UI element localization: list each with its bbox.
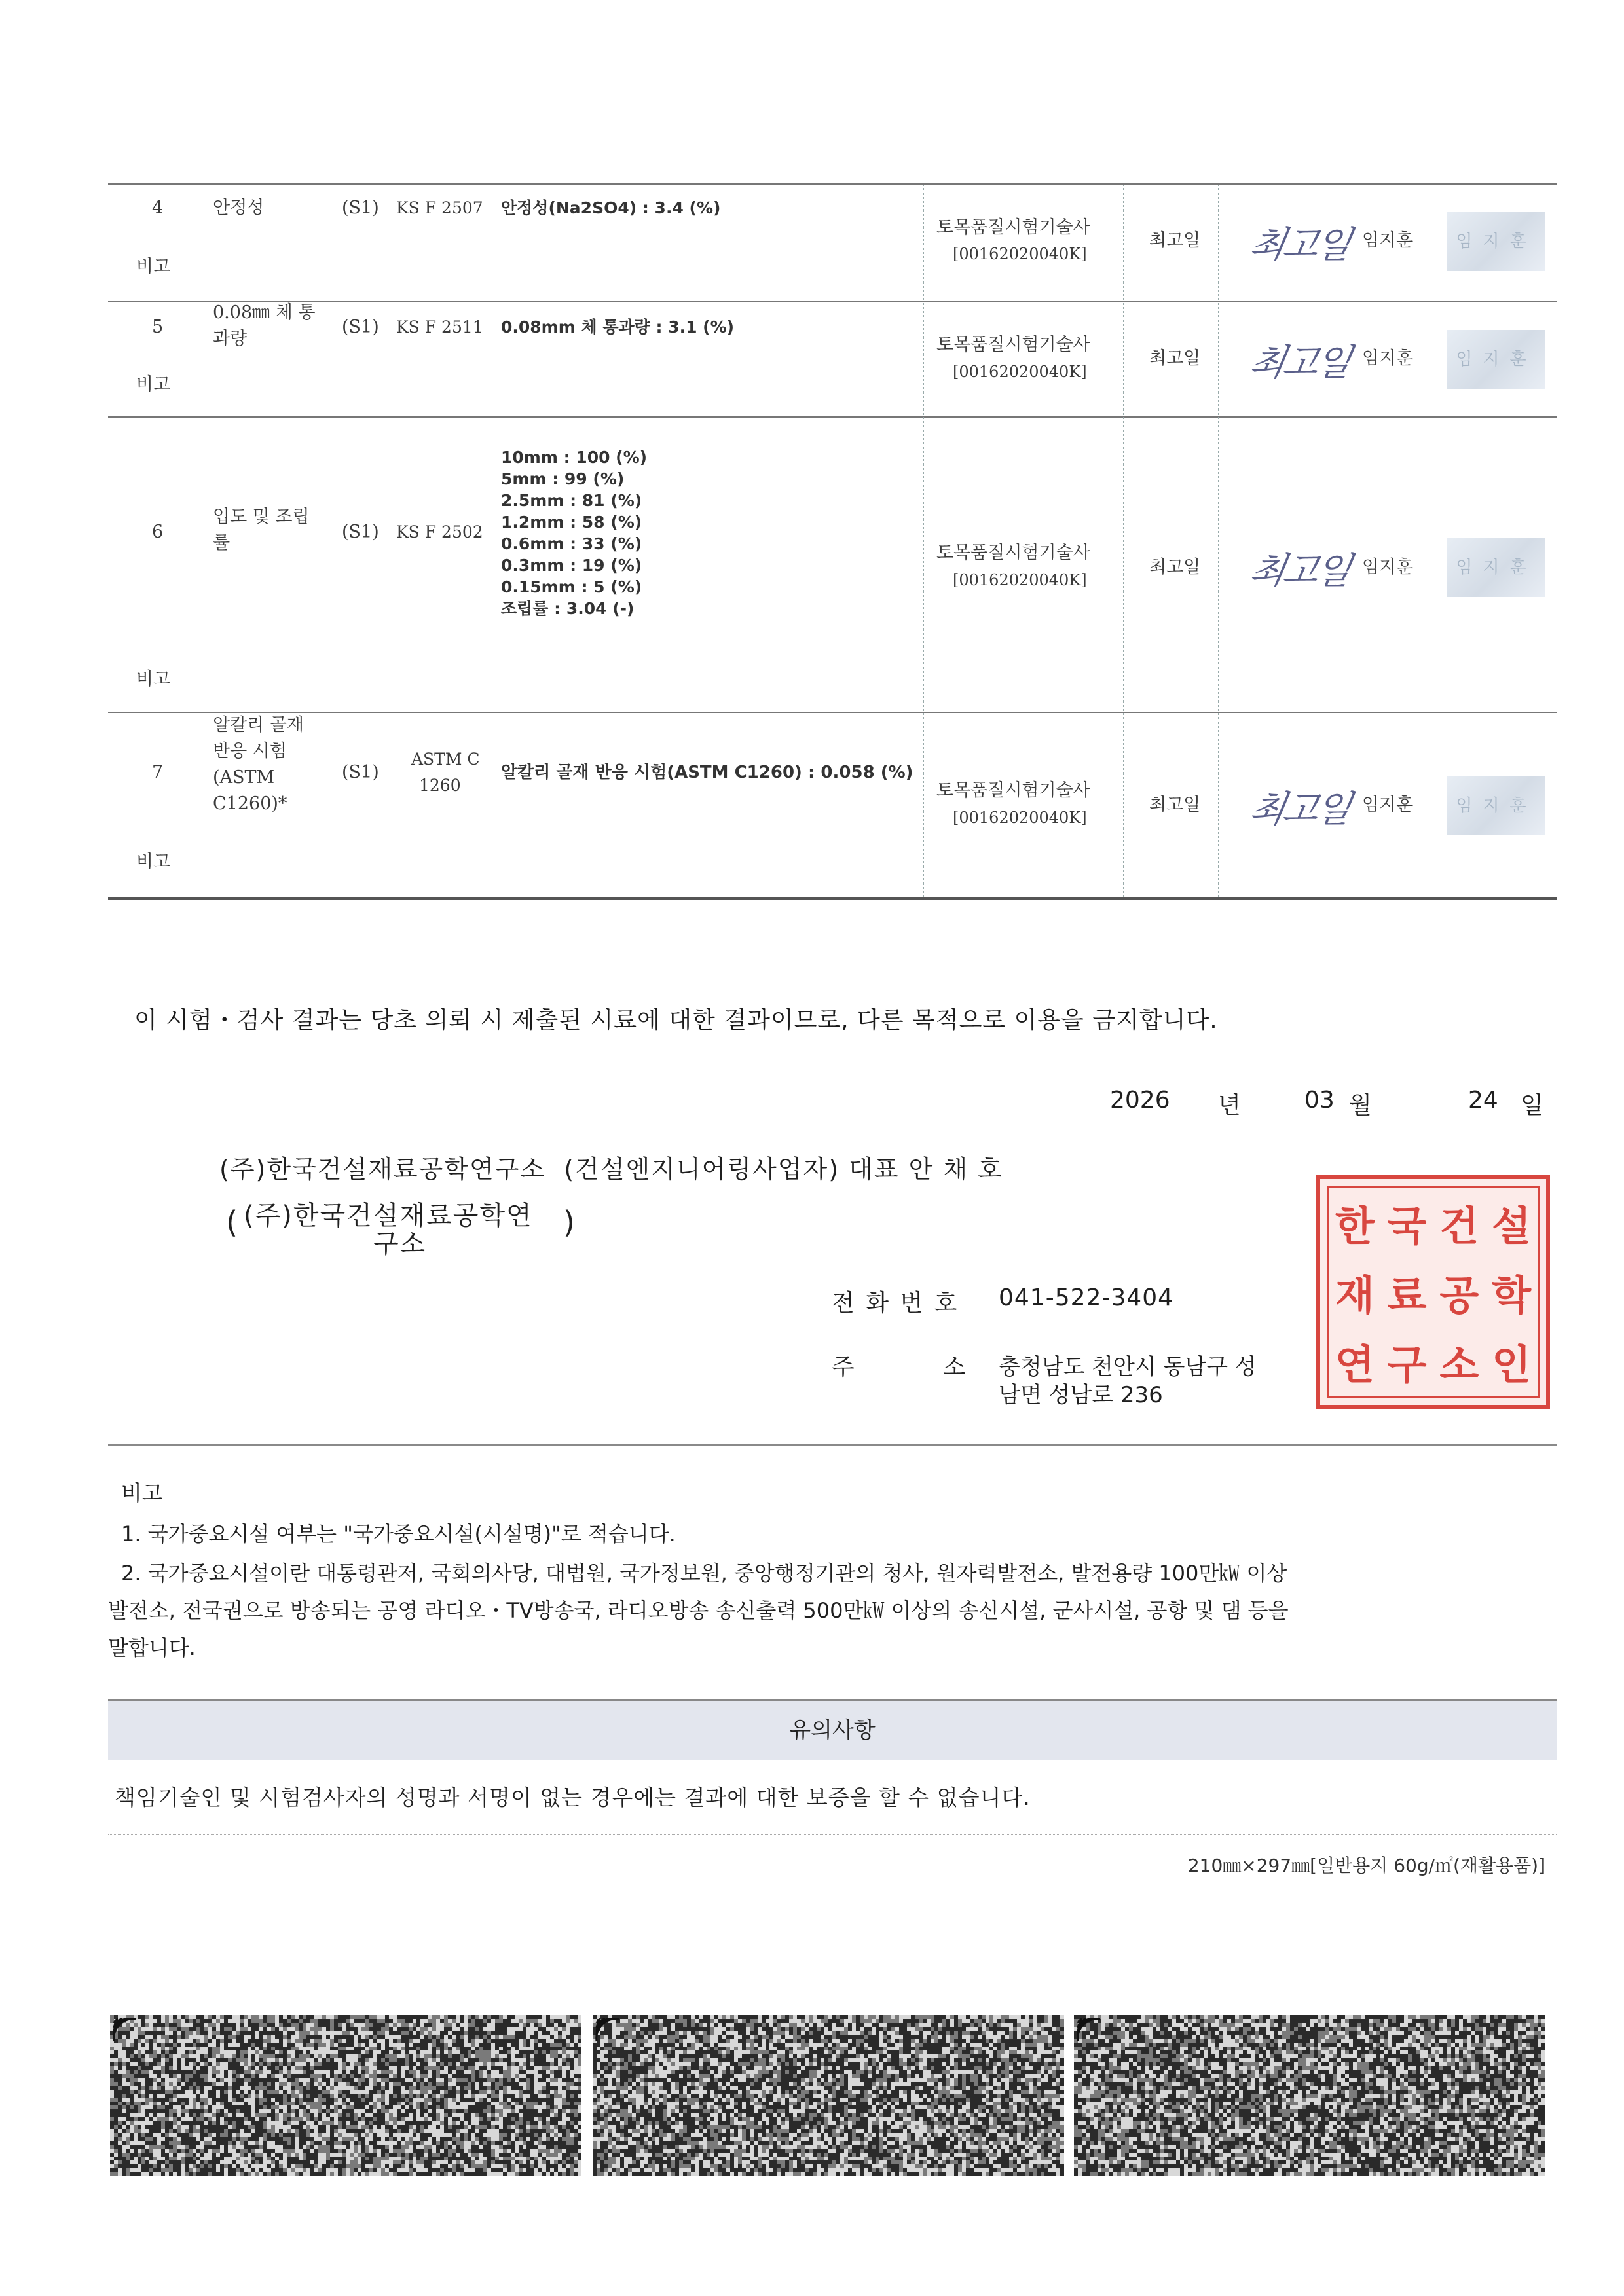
test-code: (S1) <box>342 198 379 218</box>
seal-glyph: 국 <box>1387 1201 1427 1250</box>
test-item: 안정성 <box>213 198 265 218</box>
tester-name: 임지훈 <box>1362 230 1414 251</box>
test-result: 5mm : 99 (%) <box>501 469 625 488</box>
responsible-engineer-signature: 최고일 <box>1246 342 1353 384</box>
test-result: 0.3mm : 19 (%) <box>501 556 642 575</box>
date-year: 2026 <box>1110 1087 1170 1114</box>
date-year-unit: 년 <box>1218 1092 1241 1119</box>
row-divider <box>108 301 1557 302</box>
seal-glyph: 재 <box>1335 1271 1375 1319</box>
row-number: 4 <box>152 198 164 218</box>
test-code: (S1) <box>342 762 379 782</box>
test-result: 0.08mm 체 통과량 : 3.1 (%) <box>501 318 735 337</box>
remark-label: 비고 <box>136 669 171 689</box>
qualification: 토목품질시험기술사 <box>936 780 1090 801</box>
responsible-engineer-signature: 최고일 <box>1246 550 1353 592</box>
test-result: 0.15mm : 5 (%) <box>501 577 642 596</box>
remarks-item-2: 2. 국가중요시설이란 대통령관저, 국회의사당, 대법원, 국가정보원, 중앙행정기관의 청사, 원자력발전소, 발전용량 100만㎾ 이상 <box>121 1561 1287 1586</box>
seal-glyph: 학 <box>1492 1271 1532 1319</box>
address-line-2: 남면 성남로 236 <box>999 1382 1163 1408</box>
address-line-1: 충청남도 천안시 동남구 성 <box>999 1354 1257 1380</box>
test-result: 조립률 : 3.04 (-) <box>501 599 635 618</box>
issuer-company-name-cont: 구소 <box>373 1229 427 1259</box>
issuer-paren-close: ) <box>563 1205 575 1240</box>
qualification: 토목품질시험기술사 <box>936 217 1090 238</box>
test-code: (S1) <box>342 317 379 337</box>
tester-signature: 임지훈 <box>1447 776 1545 835</box>
responsible-engineer-signature: 최고일 <box>1246 788 1353 831</box>
test-item: (ASTM <box>213 767 275 788</box>
row-divider <box>108 712 1557 713</box>
qualification-number: [00162020040K] <box>953 363 1087 381</box>
remark-label: 비고 <box>136 257 171 277</box>
address-label-b: 소 <box>943 1354 966 1381</box>
test-result: 알칼리 골재 반응 시험(ASTM C1260) : 0.058 (%) <box>501 763 913 782</box>
responsible-engineer-name: 최고일 <box>1149 230 1201 251</box>
test-result: 0.6mm : 33 (%) <box>501 534 642 553</box>
test-standard: KS F 2507 <box>396 198 483 217</box>
test-result: 10mm : 100 (%) <box>501 448 648 467</box>
phone-label: 전 화 번 호 <box>832 1290 959 1317</box>
issuer-paren-open: ( <box>226 1205 238 1240</box>
date-month-unit: 월 <box>1349 1092 1372 1119</box>
tester-name: 임지훈 <box>1362 348 1414 369</box>
issuer-company-name: (주)한국건설재료공학연 <box>244 1201 533 1231</box>
remarks-item-1: 1. 국가중요시설 여부는 "국가중요시설(시설명)"로 적습니다. <box>121 1522 676 1546</box>
qualification: 토목품질시험기술사 <box>936 543 1090 563</box>
qualification-number: [00162020040K] <box>953 809 1087 827</box>
test-standard: KS F 2502 <box>396 522 483 541</box>
remarks-item-2-cont: 발전소, 전국권으로 방송되는 공영 라디오・TV방송국, 라디오방송 송신출력 500만㎾ 이상의 송신시설, 군사시설, 공항 및 댐 등을 <box>108 1598 1289 1623</box>
test-result: 1.2mm : 58 (%) <box>501 513 642 532</box>
remarks-title: 비고 <box>121 1480 163 1506</box>
usage-restriction-statement: 이 시험・검사 결과는 당초 의뢰 시 제출된 시료에 대한 결과이므로, 다른 목적으로 이용을 금지합니다. <box>134 1007 1218 1034</box>
test-item: C1260)* <box>213 793 287 814</box>
tester-name: 임지훈 <box>1362 557 1414 577</box>
notice-header-bar <box>108 1699 1557 1760</box>
date-day-unit: 일 <box>1521 1092 1543 1119</box>
official-seal <box>1316 1175 1550 1409</box>
qualification-number: [00162020040K] <box>953 245 1087 263</box>
seal-glyph: 소 <box>1439 1341 1479 1389</box>
security-pattern <box>593 2015 1064 2176</box>
test-item: 률 <box>213 533 231 553</box>
security-pattern <box>1074 2015 1545 2176</box>
test-item: 입도 및 조립 <box>213 507 310 527</box>
column-divider <box>1123 185 1124 897</box>
tester-signature: 임지훈 <box>1447 330 1545 389</box>
test-standard: ASTM C <box>411 750 480 769</box>
test-standard: KS F 2511 <box>396 318 483 337</box>
tester-signature: 임지훈 <box>1447 538 1545 597</box>
responsible-engineer-name: 최고일 <box>1149 557 1201 577</box>
phone-number: 041-522-3404 <box>999 1285 1174 1311</box>
row-divider <box>108 416 1557 418</box>
date-day: 24 <box>1468 1087 1498 1114</box>
remark-label: 비고 <box>136 374 171 395</box>
test-code: (S1) <box>342 522 379 542</box>
seal-glyph: 인 <box>1492 1341 1532 1389</box>
row-number: 7 <box>152 762 164 782</box>
table-bottom-border <box>108 897 1557 900</box>
test-item: 과량 <box>213 329 248 349</box>
tester-signature: 임지훈 <box>1447 212 1545 271</box>
responsible-engineer-name: 최고일 <box>1149 795 1201 815</box>
section-divider <box>108 1444 1557 1446</box>
seal-glyph: 연 <box>1335 1341 1375 1389</box>
test-item: 알칼리 골재 <box>213 715 304 735</box>
test-result: 안정성(Na2SO4) : 3.4 (%) <box>501 198 721 217</box>
address-label-a: 주 <box>832 1354 855 1381</box>
column-divider <box>923 185 924 897</box>
test-result: 2.5mm : 81 (%) <box>501 491 642 510</box>
seal-glyph: 공 <box>1439 1271 1479 1319</box>
remark-label: 비고 <box>136 852 171 872</box>
column-divider <box>1218 185 1219 897</box>
tester-name: 임지훈 <box>1362 795 1414 815</box>
test-result-list <box>501 446 647 619</box>
notice-title: 유의사항 <box>789 1717 876 1743</box>
seal-glyph: 한 <box>1335 1201 1375 1250</box>
row-number: 6 <box>152 522 164 542</box>
seal-glyph: 설 <box>1492 1201 1532 1250</box>
paper-spec: 210㎜×297㎜[일반용지 60g/㎡(재활용품)] <box>1187 1855 1545 1876</box>
seal-glyph: 료 <box>1387 1271 1427 1319</box>
table-top-border <box>108 183 1557 185</box>
seal-glyph: 건 <box>1439 1201 1479 1250</box>
row-number: 5 <box>152 317 164 337</box>
test-standard: 1260 <box>419 776 461 795</box>
issuer-company-representative: (주)한국건설재료공학연구소 (건설엔지니어링사업자) 대표 안 채 호 <box>219 1155 1003 1184</box>
notice-text: 책임기술인 및 시험검사자의 성명과 서명이 없는 경우에는 결과에 대한 보증을 할 수 없습니다. <box>115 1785 1031 1810</box>
test-item: 반응 시험 <box>213 741 287 761</box>
remarks-item-2-cont: 말합니다. <box>108 1635 196 1660</box>
qualification-number: [00162020040K] <box>953 571 1087 589</box>
responsible-engineer-signature: 최고일 <box>1246 224 1353 266</box>
date-month: 03 <box>1304 1087 1335 1114</box>
notice-divider <box>108 1834 1557 1835</box>
test-item: 0.08㎜ 체 통 <box>213 302 316 323</box>
responsible-engineer-name: 최고일 <box>1149 348 1201 369</box>
qualification: 토목품질시험기술사 <box>936 335 1090 355</box>
seal-glyph: 구 <box>1387 1341 1427 1389</box>
security-pattern <box>110 2015 581 2176</box>
